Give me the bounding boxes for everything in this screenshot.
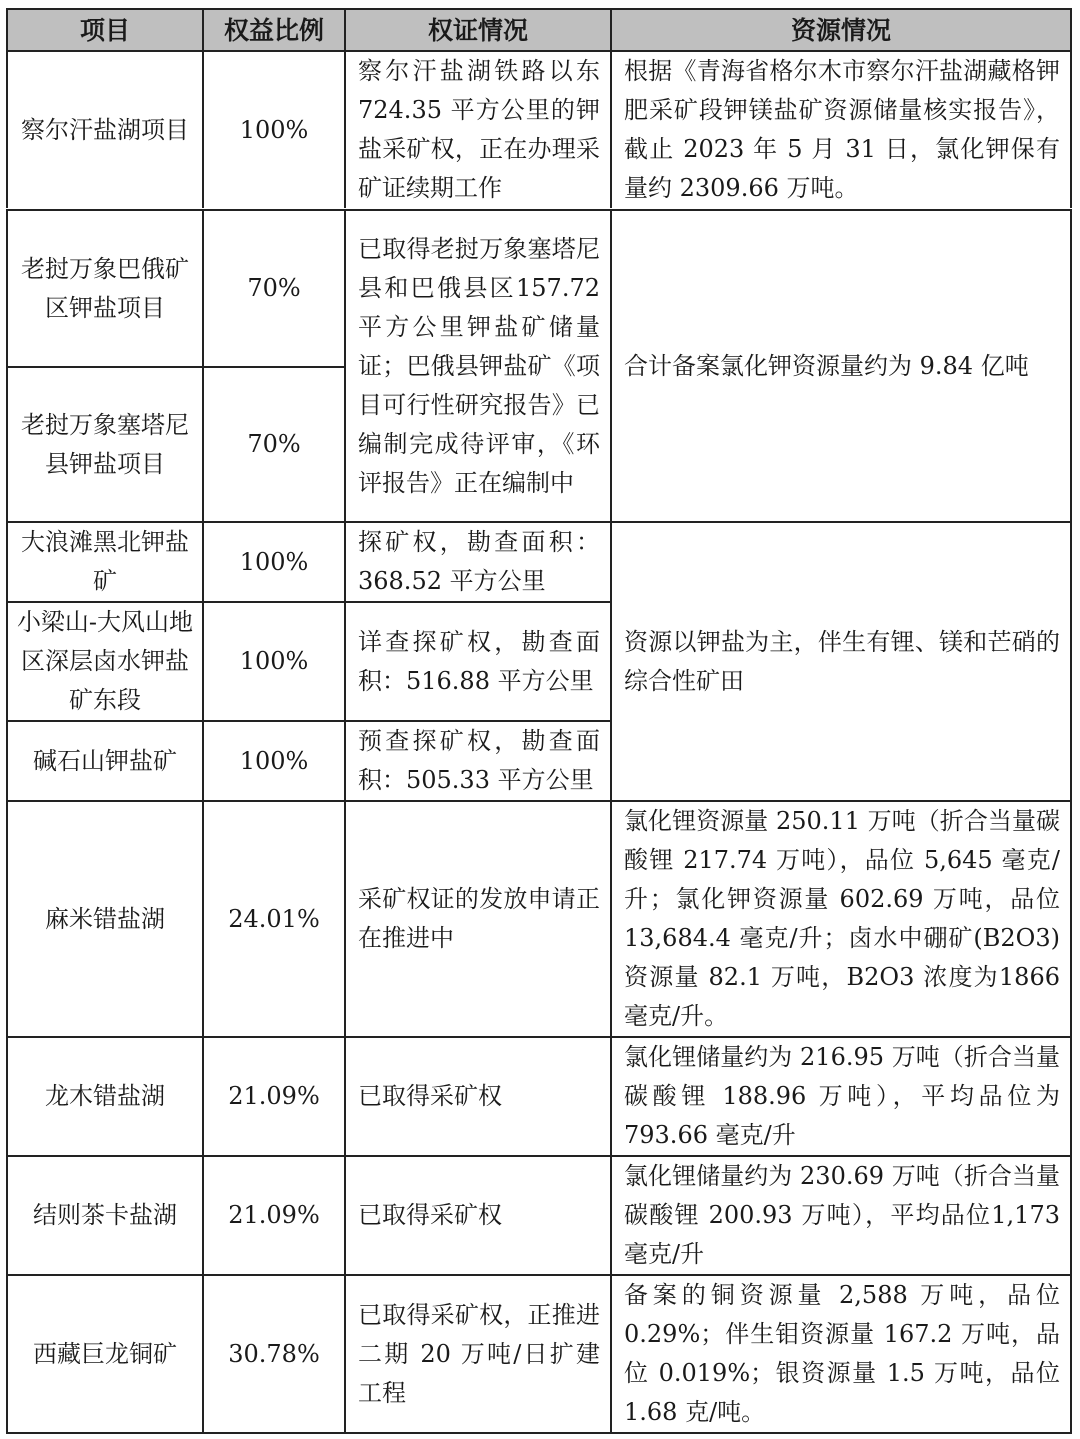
ratio-cell: 21.09% <box>203 1037 345 1156</box>
resource-cell: 氯化锂资源量 250.11 万吨（折合当量碳酸锂 217.74 万吨），品位 5,645 毫克/升；氯化钾资源量 602.69 万吨，品位 13,684.4 毫克/升；卤水中硼矿(B2O3)资源量 82.1 万吨，B2O3 浓度为1866 毫克/升。 <box>611 801 1071 1037</box>
table-row <box>7 1275 1071 1433</box>
header-ratio: 权益比例 <box>203 9 345 51</box>
table-top <box>6 8 1072 208</box>
resource-cell: 氯化锂储量约为 230.69 万吨（折合当量碳酸锂 200.93 万吨），平均品位1,173 毫克/升 <box>611 1156 1071 1275</box>
ratio-cell: 21.09% <box>203 1156 345 1275</box>
resource-cell-laos: 合计备案氯化钾资源量约为 9.84 亿吨 <box>611 210 1071 522</box>
project-cell: 碱石山钾盐矿 <box>7 721 203 801</box>
permit-cell-laos: 已取得老挝万象塞塔尼县和巴俄县区157.72 平方公里钾盐矿储量证；巴俄县钾盐矿《项目可行性研究报告》已编制完成待评审，《环评报告》正在编制中 <box>345 210 611 522</box>
project-cell: 龙木错盐湖 <box>7 1037 203 1156</box>
table-row <box>7 801 1071 1037</box>
permit-cell: 预查探矿权，勘查面积：505.33 平方公里 <box>345 721 611 801</box>
ratio-cell: 100% <box>203 51 345 208</box>
permit-cell: 察尔汗盐湖铁路以东724.35 平方公里的钾盐采矿权，正在办理采矿证续期工作 <box>345 51 611 208</box>
ratio-cell: 70% <box>203 367 345 522</box>
project-cell: 小梁山-大风山地区深层卤水钾盐矿东段 <box>7 602 203 721</box>
permit-cell: 已取得采矿权 <box>345 1037 611 1156</box>
header-row <box>7 9 1071 51</box>
table-row <box>7 1156 1071 1275</box>
ratio-cell: 100% <box>203 522 345 602</box>
resource-cell: 氯化锂储量约为 216.95 万吨（折合当量碳酸锂 188.96 万吨），平均品位为793.66 毫克/升 <box>611 1037 1071 1156</box>
project-cell: 老挝万象巴俄矿区钾盐项目 <box>7 210 203 367</box>
project-cell: 麻米错盐湖 <box>7 801 203 1037</box>
table-main <box>6 209 1072 1434</box>
table-row <box>7 210 1071 367</box>
project-cell: 西藏巨龙铜矿 <box>7 1275 203 1433</box>
resource-cell: 备案的铜资源量 2,588 万吨，品位0.29%；伴生钼资源量 167.2 万吨，品位 0.019%；银资源量 1.5 万吨，品位1.68 克/吨。 <box>611 1275 1071 1433</box>
ratio-cell: 70% <box>203 210 345 367</box>
header-permit: 权证情况 <box>345 9 611 51</box>
header-project: 项目 <box>7 9 203 51</box>
project-cell: 察尔汗盐湖项目 <box>7 51 203 208</box>
permit-cell: 已取得采矿权，正推进二期 20 万吨/日扩建工程 <box>345 1275 611 1433</box>
table-row <box>7 51 1071 208</box>
resource-cell: 根据《青海省格尔木市察尔汗盐湖藏格钾肥采矿段钾镁盐矿资源储量核实报告》，截止 2023 年 5 月 31 日，氯化钾保有量约 2309.66 万吨。 <box>611 51 1071 208</box>
resource-cell-qaidam: 资源以钾盐为主，伴生有锂、镁和芒硝的综合性矿田 <box>611 522 1071 801</box>
permit-cell: 探矿权，勘查面积：368.52 平方公里 <box>345 522 611 602</box>
table-row <box>7 522 1071 602</box>
project-cell: 结则茶卡盐湖 <box>7 1156 203 1275</box>
permit-cell: 采矿权证的发放申请正在推进中 <box>345 801 611 1037</box>
ratio-cell: 24.01% <box>203 801 345 1037</box>
header-resource: 资源情况 <box>611 9 1071 51</box>
project-cell: 大浪滩黑北钾盐矿 <box>7 522 203 602</box>
ratio-cell: 100% <box>203 602 345 721</box>
permit-cell: 已取得采矿权 <box>345 1156 611 1275</box>
ratio-cell: 30.78% <box>203 1275 345 1433</box>
permit-cell: 详查探矿权，勘查面积：516.88 平方公里 <box>345 602 611 721</box>
ratio-cell: 100% <box>203 721 345 801</box>
table-row <box>7 1037 1071 1156</box>
project-cell: 老挝万象塞塔尼县钾盐项目 <box>7 367 203 522</box>
